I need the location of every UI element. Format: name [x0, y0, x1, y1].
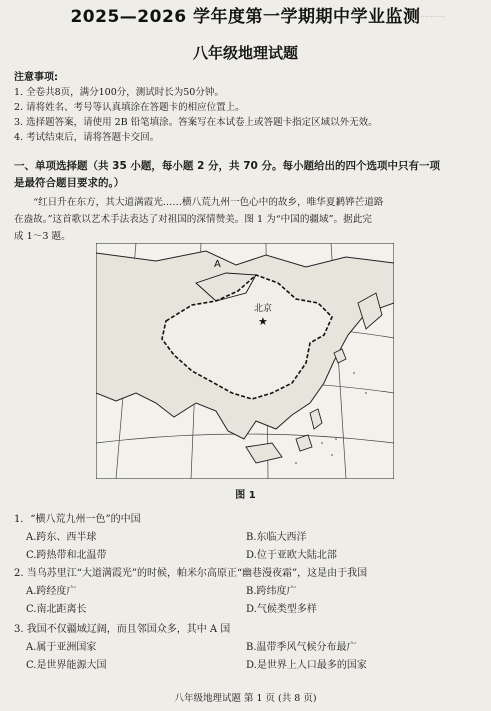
instruction-item: 3. 选择题答案，请使用 2B 铅笔填涂。答案写在本试卷上或答题卡指定区域以外无效。: [14, 117, 378, 128]
china-territory-map: [96, 243, 394, 479]
q3-option-d[interactable]: D.是世界上人口最多的国家: [246, 660, 367, 671]
question-1-stem: 1．“横八荒九州一色”的中国: [14, 514, 141, 525]
intro-line: 成 1～3 题。: [14, 231, 71, 242]
instructions-heading: 注意事项:: [14, 72, 58, 83]
intro-line: “红日升在东方，其大道满霞光……横八荒九州一色心中的故乡，唯华夏鹣铧芒道路: [33, 197, 384, 208]
exam-title: 2025—2026 学年度第一学期期中学业监测: [70, 7, 421, 27]
q2-option-b[interactable]: B.跨纬度广: [246, 586, 297, 597]
exam-subtitle: 八年级地理试题: [192, 44, 298, 62]
q3-option-b[interactable]: B.温带季风气候分布最广: [246, 642, 357, 653]
instructions: [14, 70, 484, 145]
country-a-label: A: [214, 259, 221, 270]
instruction-item: 1. 全卷共8页，满分100分，测试时长为50分钟。: [14, 87, 224, 98]
bleed-through-text: ..........: [420, 10, 446, 19]
instruction-item: 4. 考试结束后，请将答题卡交回。: [14, 132, 160, 143]
q1-option-b[interactable]: B.东临大西洋: [246, 532, 307, 543]
figure-caption: 图 1: [235, 490, 256, 501]
q1-option-d[interactable]: D.位于亚欧大陆北部: [246, 550, 337, 561]
q1-option-a[interactable]: A.跨东、西半球: [26, 532, 97, 543]
q3-option-c[interactable]: C.是世界能源大国: [26, 660, 107, 671]
question-intro: [14, 194, 482, 245]
section-heading-line: 是最符合题目要求的。）: [14, 177, 125, 189]
q2-option-a[interactable]: A.跨经度广: [26, 586, 77, 597]
q1-option-c[interactable]: C.跨热带和北温带: [26, 550, 107, 561]
instruction-item: 2. 请将姓名、考号等认真填涂在答题卡的相应位置上。: [14, 102, 245, 113]
question-3-stem: 3. 我国不仅疆域辽阔，而且邻国众多，其中 A 国: [14, 624, 231, 635]
q2-option-c[interactable]: C.南北距离长: [26, 604, 87, 615]
intro-line: 在盎故。”这首歌以艺术手法表达了对祖国的深情赞美。图 1 为“中国的疆域”。据此完: [14, 214, 372, 225]
question-2-stem: 2. 当乌苏里江“大道满霞光”的时候，帕米尔高原正“幽巷漫夜霜”，这是由于我国: [14, 568, 368, 579]
section-heading: [14, 158, 484, 192]
q2-option-d[interactable]: D.气候类型多样: [246, 604, 317, 615]
q3-option-a[interactable]: A.属于亚洲国家: [26, 642, 97, 653]
star-icon: ★: [258, 315, 268, 328]
page-footer: 八年级地理试题 第 1 页 (共 8 页): [174, 693, 317, 704]
section-heading-line: 一、单项选择题（共 35 小题，每小题 2 分，共 70 分。每小题给出的四个选项中只有一项: [14, 160, 440, 172]
beijing-label: 北京: [254, 304, 273, 314]
